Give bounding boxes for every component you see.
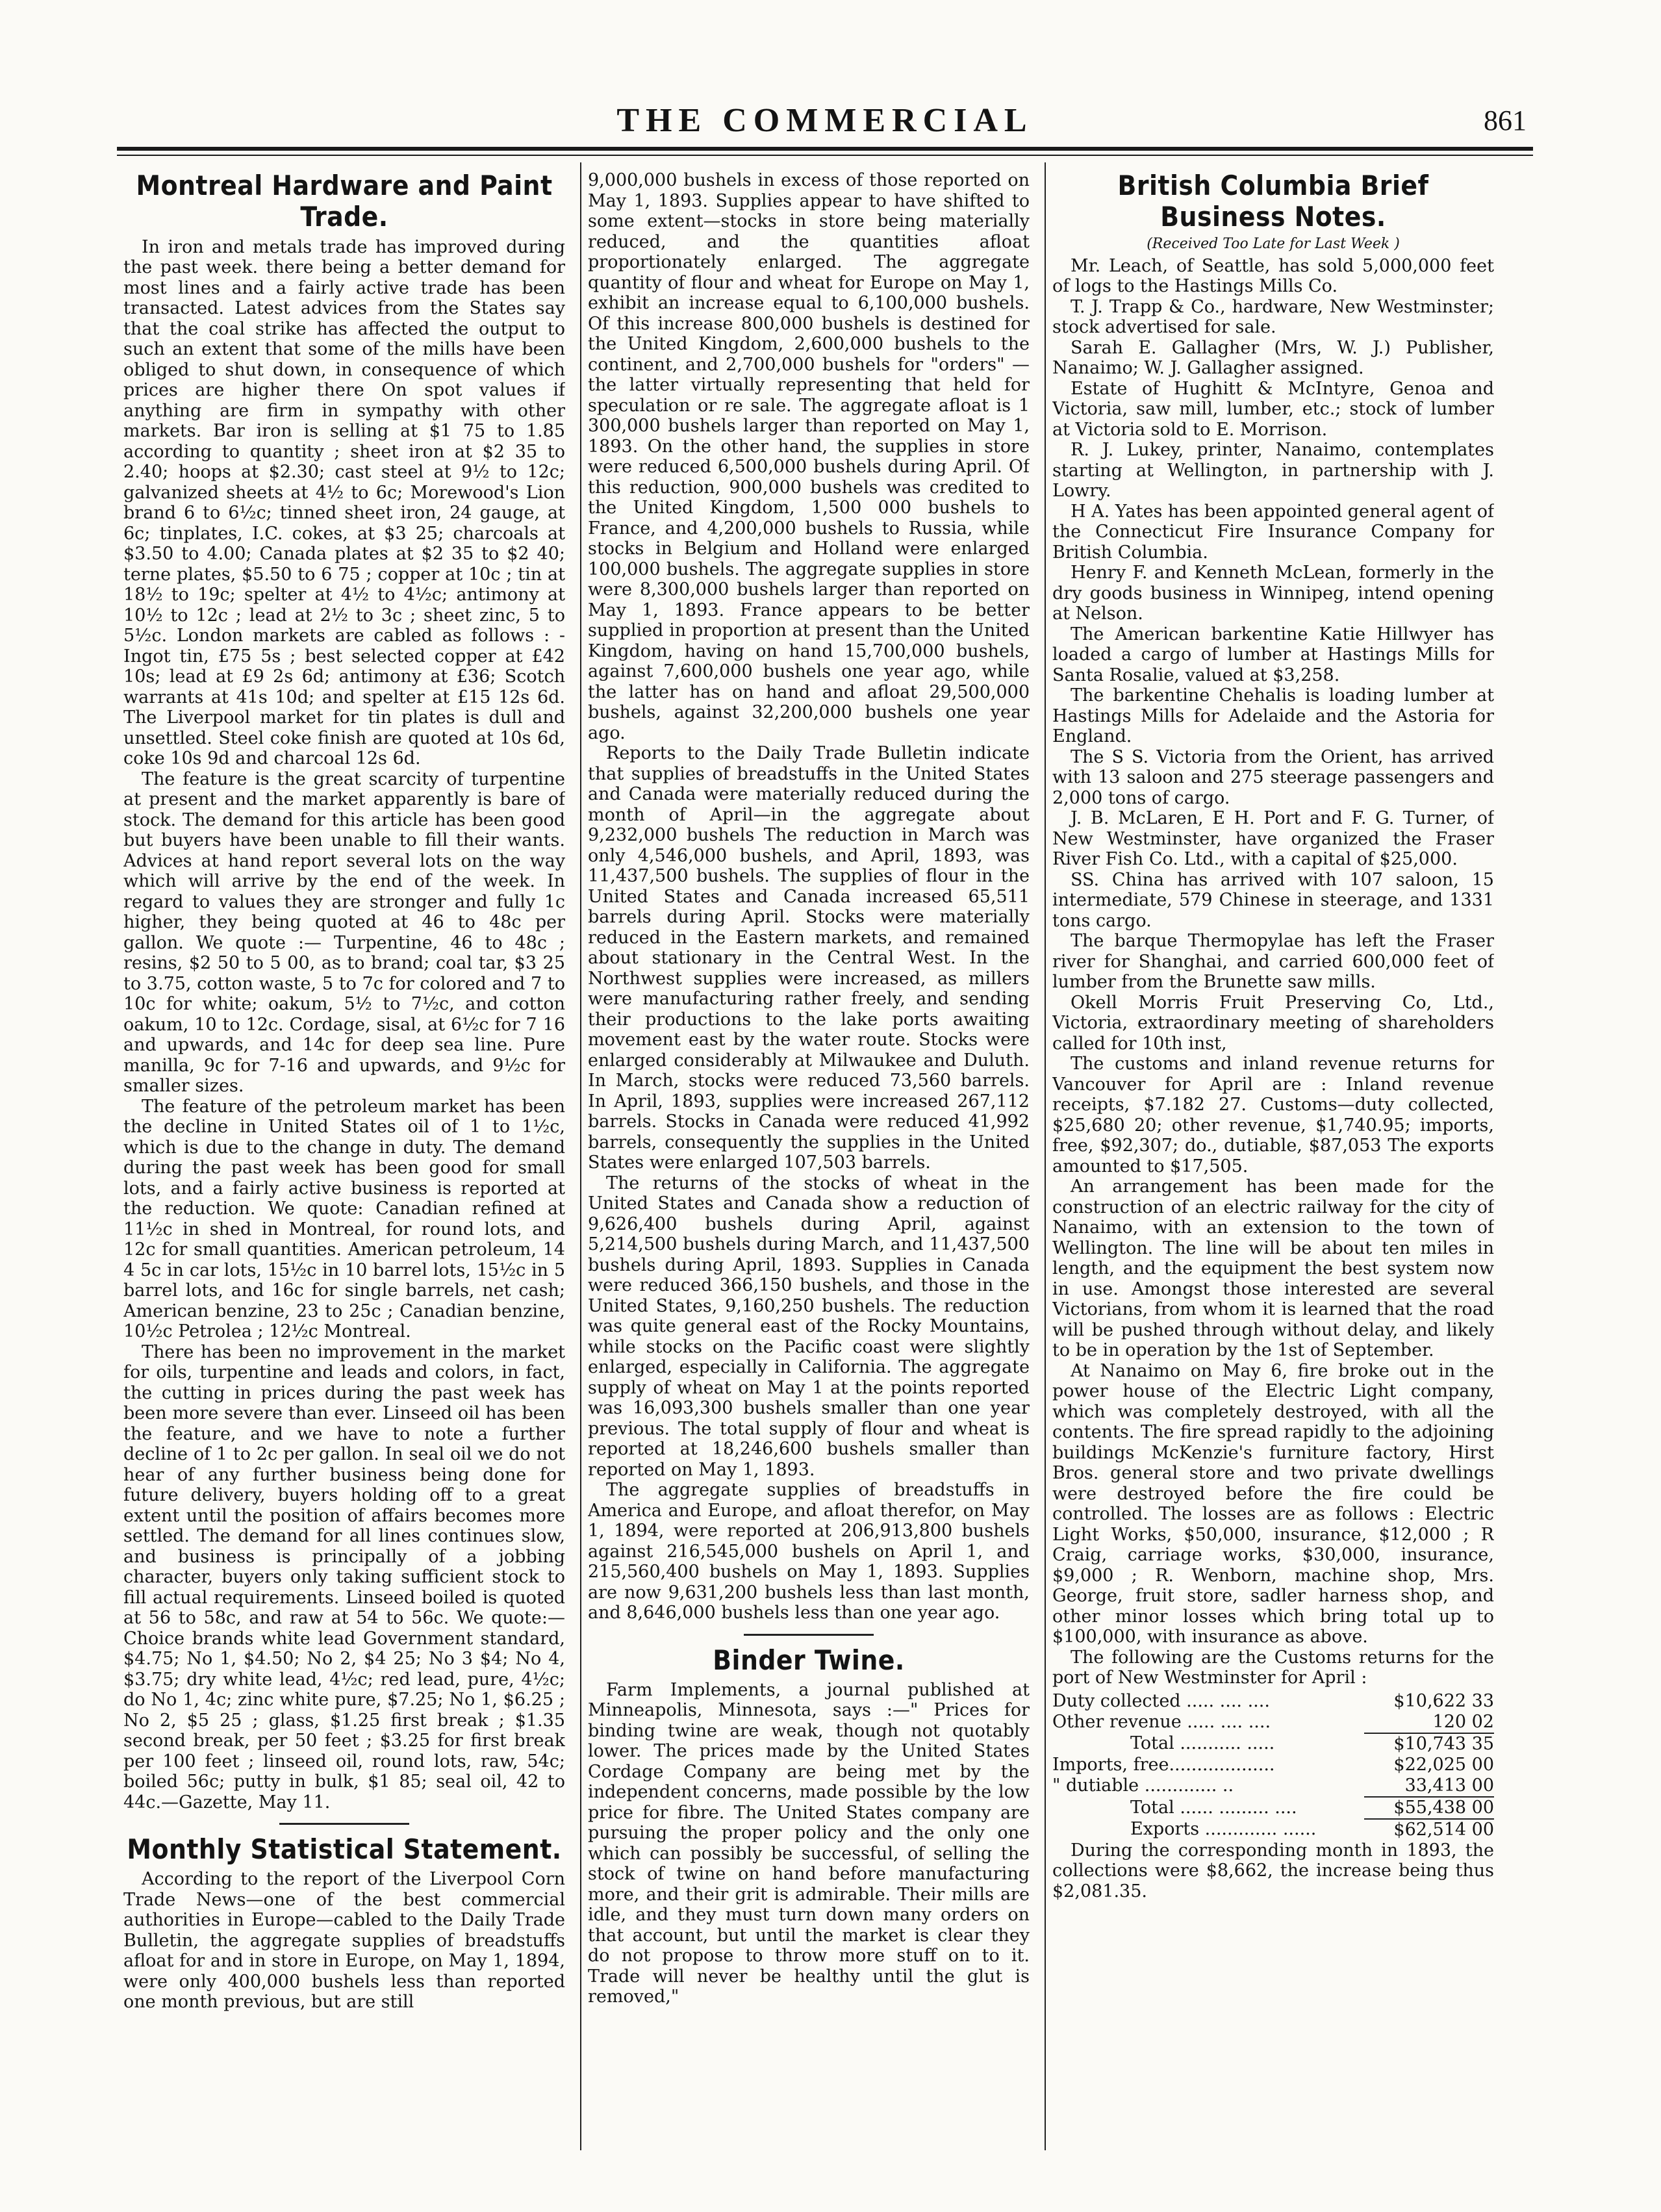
ledger-label: Duty collected ..... .... ....	[1052, 1690, 1270, 1711]
ledger-amount: 33,413 00	[1404, 1775, 1494, 1796]
column-2	[588, 170, 1030, 2145]
news-item: The following are the Customs returns for the port of New Westminster for April :	[1052, 1647, 1494, 1688]
ledger-amount: $10,622 33	[1393, 1690, 1494, 1711]
table-row	[1052, 1755, 1494, 1775]
masthead: THE COMMERCIAL	[616, 102, 1033, 139]
article-paragraph: The feature of the petroleum market has been the decline in United States oil of 1 to 1½c, which is due to the change in duty. The demand during the past week has been good for small lots, and a fairly active business is reported at the reduction. We quote: Canadian refined at 11½c in shed in Montreal, for round lots, and 12c for small quantities. American petroleum, 14 4 5c in car lots, 15½c in 10 barrel lots, 15½c in 5 barrel lots, and 16c for single barrels, net cash; American benzine, 23 to 25c ; Canadian benzine, 10½c Petrolea ; 12½c Montreal.	[123, 1096, 565, 1342]
table-row	[1052, 1733, 1494, 1755]
news-item: Estate of Hughitt & McIntyre, Genoa and Victoria, saw mill, lumber, etc.; stock of lumber at Victoria sold to E. Morrison.	[1052, 378, 1494, 440]
ledger-amount: $62,514 00	[1364, 1819, 1494, 1840]
news-item: The S S. Victoria from the Orient, has arrived with 13 saloon and 275 steerage passengers and 2,000 tons of cargo.	[1052, 746, 1494, 808]
column-divider	[580, 162, 581, 2150]
news-item: At Nanaimo on May 6, fire broke out in the power house of the Electric Light company, which was completely destroyed, with all the contents. The fire spread rapidly to the adjoining buildings McKenzie's furniture factory, Hirst Bros. general store and two private dwellings were destroyed before the fire could be controlled. The losses are as follows : Electric Light Works, $50,000, insurance, $12,000 ; R Craig, carriage works, $30,000, insurance, $9,000 ; R. Wenborn, machine shop, Mrs. George, fruit store, sadler harness shop, and other minor losses which bring total up to $100,000, with insurance as above.	[1052, 1360, 1494, 1647]
column-3	[1052, 170, 1494, 2145]
header-rule-thick	[117, 147, 1533, 151]
page-number: 861	[1484, 105, 1527, 136]
news-item: An arrangement has been made for the construction of an electric railway for the city of Nanaimo, with an extension to the town of Wellington. The line will be about ten miles in length, and the equipment the best system now in use. Amongst those interested are several Victorians, from whom it is learned that the road will be pushed through without delay, and likely to be in operation by the 1st of September.	[1052, 1176, 1494, 1361]
news-item: Henry F. and Kenneth McLean, formerly in the dry goods business in Winnipeg, intend opening at Nelson.	[1052, 563, 1494, 624]
ledger-amount: $22,025 00	[1393, 1754, 1494, 1775]
article-title: Binder Twine.	[713, 1644, 905, 1676]
news-item: Sarah E. Gallagher (Mrs, W. J.) Publisher, Nanaimo; W. J. Gallagher assigned.	[1052, 337, 1494, 379]
article-paragraph: In iron and metals trade has improved during the past week. there being a better demand for most lines and a fairly active trade has been transacted. Latest advices from the States say that the coal strike has affected the output to such an extent that some of the mills have been obliged to shut down, in consequence of which prices are higher there On spot values if anything are firm in sympathy with other markets. Bar iron is selling at $1 75 to 1.85 according to quantity ; sheet iron at $2 35 to 2.40; hoops at $2.30; cast steel at 9½ to 12c; galvanized sheets at 4½ to 6c; Morewood's Lion brand 6 to 6½c; tinned sheet iron, 24 gauge, at 6c; tinplates, I.C. cokes, at $3 25; charcoals at $3.50 to 4.00; Canada plates at $2 35 to $2 40; terne plates, $5.50 to 6 75 ; copper at 10c ; tin at 18½ to 19c; spelter at 4½ to 4½c; antimony at 10½ to 12c ; lead at 2½ to 3c ; sheet zinc, 5 to 5½c. London markets are cabled as follows : - Ingot tin, £75 5s ; best selected copper at £42 10s; lead at £9 2s 6d; antimony at £36; Scotch warrants at 41s 10d; and spelter at £15 12s 6d. The Liverpool market for tin plates is dull and unsettled. Steel coke finish are quoted at 10s 6d, coke 10s 9d and charcoal 12s 6d.	[123, 236, 565, 769]
table-row	[1052, 1712, 1494, 1733]
ledger-amount: $10,743 35	[1364, 1733, 1494, 1755]
table-row	[1052, 1797, 1494, 1819]
news-item: T. J. Trapp & Co., hardware, New Westminster; stock advertised for sale.	[1052, 296, 1494, 338]
news-item: The customs and inland revenue returns for Vancouver for April are : Inland revenue receipts, $7.182 27. Customs—duty collected, $25,680 20; other revenue, $1,740.95; imports, free, $92,307; do., dutiable, $87,053 The exports amounted to $17,505.	[1052, 1054, 1494, 1176]
news-item: R. J. Lukey, printer, Nanaimo, contemplates starting at Wellington, in partnership with J. Lowry.	[1052, 440, 1494, 502]
ledger-label: " dutiable ............. ..	[1052, 1775, 1234, 1796]
section-rule	[279, 1823, 409, 1825]
news-item: SS. China has arrived with 107 saloon, 15 intermediate, 579 Chinese in steerage, and 1331 tons cargo.	[1052, 869, 1494, 931]
ledger-label: Other revenue ..... .... ....	[1052, 1712, 1271, 1733]
header-rule-thin	[117, 155, 1533, 156]
news-item: The barkentine Chehalis is loading lumber at Hastings Mills for Adelaide and the Astoria for England.	[1052, 685, 1494, 747]
table-row	[1052, 1775, 1494, 1797]
ledger-amount: $55,438 00	[1364, 1797, 1494, 1819]
customs-returns-table	[1052, 1691, 1494, 1840]
article-paragraph: Reports to the Daily Trade Bulletin indicate that supplies of breadstuffs in the United States and Canada were materially reduced during the month of April—in the aggregate about 9,232,000 bushels The reduction in March was only 4,546,000 bushels, and April, 1893, was 11,437,500 bushels. The supplies of flour in the United States and Canada increased 65,511 barrels during April. Stocks were materially reduced in the Eastern markets, and remained about stationary in the Central West. In the Northwest supplies were increased, as millers were manufacturing rather freely, and sending their productions to the lake ports awaiting movement east by the water route. Stocks were enlarged considerably at Milwaukee and Duluth. In March, stocks were reduced 73,560 barrels. In April, 1893, supplies were increased 267,112 barrels. Stocks in Canada were reduced 41,992 barrels, consequently the supplies in the United States were enlarged 107,503 barrels.	[588, 743, 1030, 1173]
article-subhead: (Received Too Late for Last Week )	[1147, 235, 1400, 252]
article-paragraph: The returns of the stocks of wheat in the United States and Canada show a reduction of 9,626,400 bushels during April, against 5,214,500 bushels during March, and 11,437,500 bushels during April, 1893. Supplies in Canada were reduced 366,150 bushels, and those in the United States, 9,160,250 bushels. The reduction was quite general east of the Rocky Mountains, while stocks on the Pacific coast were slightly enlarged, especially in California. The aggregate supply of wheat on May 1 at the points reported was 16,093,300 bushels smaller than one year previous. The total supply of flour and wheat is reported at 18,246,600 bushels smaller than reported on May 1, 1893.	[588, 1173, 1030, 1480]
article-paragraph: There has been no improvement in the market for oils, turpentine and leads and colors, in fact, the cutting in prices during the past week has been more severe than ever. Linseed oil has been the feature, and we have to note a further decline of 1 to 2c per gallon. In seal oil we do not hear of any further business being done for future delivery, buyers holding off to a great extent until the position of affairs becomes more settled. The demand for all lines continues slow, and business is principally of a jobbing character, buyers only taking sufficient stock to fill actual requirements. Linseed boiled is quoted at 56 to 58c, and raw at 54 to 56c. We quote:—Choice brands white lead Government standard, $4.75; No 1, $4.50; No 2, $4 25; No 3 $4; No 4, $3.75; dry white lead, 4½c; red lead, pure, 4½c; do No 1, 4c; zinc white pure, $7.25; No 1, $6.25 ; No 2, $5 25 ; glass, $1.25 first break ; $1.35 second break, per 50 feet ; $3.25 for first break per 100 feet ; linseed oil, round lots, raw, 54c; boiled 56c; putty in bulk, $1 85; seal oil, 42 to 44c.—Gazette, May 11.	[123, 1341, 565, 1812]
column-divider	[1045, 162, 1046, 2150]
section-rule	[744, 1634, 874, 1636]
ledger-label: Imports, free...................	[1052, 1754, 1275, 1775]
news-item: The barque Thermopylae has left the Fraser river for Shanghai, and carried 600,000 feet of lumber from the Brunette saw mills.	[1052, 931, 1494, 993]
ledger-label: Total ...... ......... ....	[1130, 1797, 1297, 1818]
news-item: During the corresponding month in 1893, the collections were $8,662, the increase being thus $2,081.35.	[1052, 1840, 1494, 1901]
ledger-label: Total ........... .....	[1130, 1733, 1275, 1754]
article-paragraph: The feature is the great scarcity of turpentine at present and the market apparently is bare of stock. The demand for this article has been good but buyers have been unable to fill their wants. Advices at hand report several lots on the way which will arrive by the end of the week. In regard to values they are stronger and fully 1c higher, they being quoted at 46 to 48c per gallon. We quote :— Turpentine, 46 to 48c ; resins, $2 50 to 5 00, as to brand; coal tar, $3 25 to 3.75, cotton waste, 5 to 7c for colored and 7 to 10c for white; oakum, 5½ to 7½c, and cotton oakum, 10 to 12c. Cordage, sisal, at 6½c for 7 16 and upwards, and 14c for deep sea line. Pure manilla, 9c for 7-16 and upwards, and 9½c for smaller sizes.	[123, 769, 565, 1097]
news-item: Okell Morris Fruit Preserving Co, Ltd., Victoria, extraordinary meeting of shareholders called for 10th inst,	[1052, 992, 1494, 1054]
news-item: J. B. McLaren, E H. Port and F. G. Turner, of New Westminster, have organized the Fraser River Fish Co. Ltd., with a capital of $25,000.	[1052, 808, 1494, 870]
news-item: Mr. Leach, of Seattle, has sold 5,000,000 feet of logs to the Hastings Mills Co.	[1052, 255, 1494, 297]
article-paragraph: The aggregate supplies of breadstuffs in America and Europe, and afloat therefor, on May 1, 1894, were reported at 206,913,800 bushels against 216,545,000 bushels on April 1, and 215,560,400 bushels on May 1, 1893. Supplies are now 9,631,200 bushels less than last month, and 8,646,000 bushels less than one year ago.	[588, 1480, 1030, 1623]
article-paragraph: 9,000,000 bushels in excess of those reported on May 1, 1893. Supplies appear to have shifted to some extent—stocks in store being materially reduced, and the quantities afloat proportionately enlarged. The aggregate quantity of flour and wheat for Europe on May 1, exhibit an increase equal to 6,100,000 bushels. Of this increase 800,000 bushels is destined for the United Kingdom, 2,600,000 bushels to the continent, and 2,700,000 bushels for "orders" —the latter virtually representing that held for speculation or re sale. The aggregate afloat is 1 300,000 bushels larger than reported on May 1, 1893. On the other hand, the supplies in store were reduced 6,500,000 bushels during April. Of this reduction, 900,000 bushels was credited to the United Kingdom, 1,500 000 bushels to France, and 4,200,000 bushels to Russia, while stocks in Belgium and Holland were enlarged 100,000 bushels. The aggregate supplies in store were 8,300,000 bushels larger than reported on May 1, 1893. France appears to be better supplied in proportion at present than the United Kingdom, having on hand 15,700,000 bushels, against 7,600,000 bushels one year ago, while the latter has on hand and afloat 29,500,000 bushels, against 32,200,000 bushels one year ago.	[588, 170, 1030, 743]
article-title: Montreal Hardware and Paint Trade.	[136, 170, 553, 233]
ledger-amount: 120 02	[1432, 1711, 1494, 1732]
page-header	[117, 97, 1533, 143]
article-title: Monthly Statistical Statement.	[127, 1833, 562, 1866]
news-item: The American barkentine Katie Hillwyer has loaded a cargo of lumber at Hastings Mills for Santa Rosalie, valued at $3,258.	[1052, 624, 1494, 685]
table-row	[1052, 1819, 1494, 1840]
article-paragraph: Farm Implements, a journal published at Minneapolis, Minnesota, says :—" Prices for binding twine are weak, though not quotably lower. The prices made by the United States Cordage Company are being met by the independent concerns, made possible by the low price for fibre. The United States company are pursuing the proper policy and the only one which can possibly be successful, of selling the stock of twine on hand before manufacturing more, and their grit is admirable. Their mills are idle, and they must turn down many orders on that account, but until the market is clear they do not propose to throw more stuff on to it. Trade will never be healthy until the glut is removed,"	[588, 1679, 1030, 2007]
table-row	[1052, 1691, 1494, 1712]
article-title: British Columbia Brief Business Notes.	[1117, 170, 1429, 233]
article-paragraph: According to the report of the Liverpool Corn Trade News—one of the best commercial authorities in Europe—cabled to the Daily Trade Bulletin, the aggregate supplies of breadstuffs afloat for and in store in Europe, on May 1, 1894, were only 400,000 bushels less than reported one month previous, but are still	[123, 1869, 565, 2013]
column-1	[123, 170, 565, 2145]
news-item: H A. Yates has been appointed general agent of the Connecticut Fire Insurance Company for British Columbia.	[1052, 501, 1494, 563]
ledger-label: Exports ............. ......	[1130, 1819, 1317, 1840]
